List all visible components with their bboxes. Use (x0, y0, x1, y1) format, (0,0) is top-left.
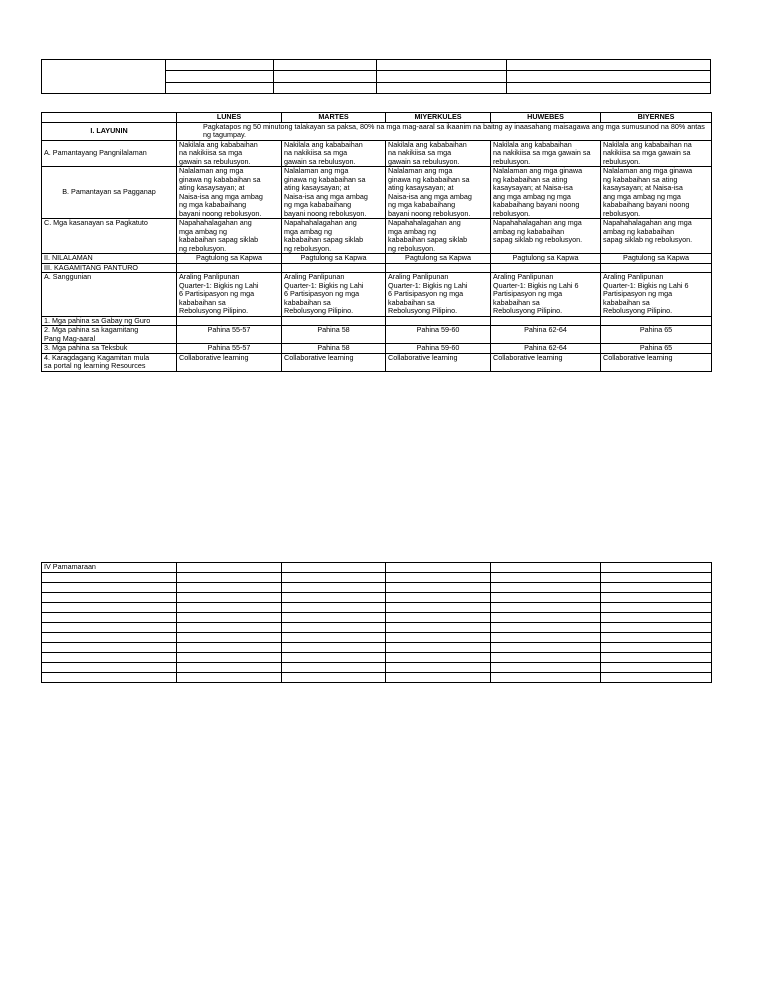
row-label: 1. Mga pahina sa Gabay ng Guro (42, 316, 177, 326)
table-cell (282, 573, 386, 583)
table-cell (42, 593, 177, 603)
table-row (42, 603, 712, 613)
table-cell (601, 583, 712, 593)
table-cell: Nakilala ang kababaihan na nakikiisa sa mga gawain sa rebulusyon. (491, 140, 601, 167)
table-row (42, 140, 712, 167)
header-row (42, 60, 711, 71)
table-cell: Araling Panlipunan Quarter-1: Bigkis ng Lahi 6 Partisipasyon ng mga kababaihan sa Rebolusyong Pilipino. (177, 273, 282, 317)
table-cell (42, 643, 177, 653)
table-cell (42, 583, 177, 593)
table-cell: Napahahalagahan ang mga ambag ng kababaihan sapag siklab ng rebolusyon. (282, 219, 386, 254)
table-cell: Pagtulong sa Kapwa (282, 254, 386, 264)
table-cell: Pagtulong sa Kapwa (601, 254, 712, 264)
table-row (42, 613, 712, 623)
table-cell: Nalalaman ang mga ginawa ng kababaihan sa ating kasaysayan; at Naisa-isa ang mga ambag ng mga kababaihang bayani noong rebolusyon. (601, 167, 712, 219)
header-cell (165, 60, 273, 71)
table-cell (177, 633, 282, 643)
table-row (42, 623, 712, 633)
table-row (42, 316, 712, 326)
header-cell (507, 82, 711, 93)
table-row (42, 573, 712, 583)
table-cell: Collaborative learning (282, 353, 386, 371)
table-row (42, 653, 712, 663)
table-row (42, 673, 712, 683)
table-cell: Pahina 65 (601, 344, 712, 354)
table-cell: Collaborative learning (386, 353, 491, 371)
row-label: 2. Mga pahina sa kagamitang Pang Mag-aaral (42, 326, 177, 344)
table-cell (177, 573, 282, 583)
table-cell (601, 593, 712, 603)
table-cell (282, 633, 386, 643)
row-label: 4. Karagdagang Kagamitan mula sa portal ng learning Resources (42, 353, 177, 371)
table-cell: Napahahalagahan ang mga ambag ng kababaihan sapag siklab ng rebolusyon. (491, 219, 601, 254)
table-cell: Nalalaman ang mga ginawa ng kababaihan sa ating kasaysayan; at Naisa-isa ang mga ambag ng mga kababaihang bayani noong rebolusyon. (177, 167, 282, 219)
table-cell (282, 613, 386, 623)
table-cell (282, 603, 386, 613)
table-cell (491, 623, 601, 633)
table-cell: Araling Panlipunan Quarter-1: Bigkis ng Lahi 6 Partisipasyon ng mga kababaihan sa Rebolusyong Pilipino. (386, 273, 491, 317)
table-row (42, 344, 712, 354)
row-label: III. KAGAMITANG PANTURO (42, 263, 177, 273)
table-cell (386, 263, 491, 273)
day-header-huwebes: HUWEBES (491, 113, 601, 123)
table-cell: Collaborative learning (177, 353, 282, 371)
table-cell (386, 563, 491, 573)
table-cell (601, 563, 712, 573)
table-cell (177, 263, 282, 273)
table-cell (282, 263, 386, 273)
table-cell (601, 613, 712, 623)
table-cell (386, 573, 491, 583)
table-cell (386, 653, 491, 663)
header-cell (165, 71, 273, 82)
table-cell (177, 643, 282, 653)
table-cell: Napahahalagahan ang mga ambag ng kababaihan sapag siklab ng rebolusyon. (386, 219, 491, 254)
table-cell (601, 263, 712, 273)
table-cell: Araling Panlipunan Quarter-1: Bigkis ng Lahi 6 Partisipasyon ng mga kababaihan sa Rebolusyong Pilipino. (601, 273, 712, 317)
row-label: A. Pamantayang Pangnilalaman (42, 140, 177, 167)
table-cell: Araling Panlipunan Quarter-1: Bigkis ng Lahi 6 Partisipasyon ng mga kababaihan sa Rebolusyong Pilipino. (282, 273, 386, 317)
table-cell (42, 573, 177, 583)
table-cell (601, 673, 712, 683)
table-cell (601, 633, 712, 643)
table-cell (282, 653, 386, 663)
header-table (41, 59, 711, 94)
table-cell (177, 583, 282, 593)
header-cell (507, 60, 711, 71)
table-cell (177, 613, 282, 623)
table-cell (177, 663, 282, 673)
table-cell (42, 613, 177, 623)
table-cell: Collaborative learning (601, 353, 712, 371)
table-cell (386, 673, 491, 683)
table-cell (601, 623, 712, 633)
row-label: 3. Mga pahina sa Teksbuk (42, 344, 177, 354)
table-cell (177, 593, 282, 603)
table-cell (601, 603, 712, 613)
table-cell: Pahina 58 (282, 326, 386, 344)
table-cell (601, 643, 712, 653)
table-cell (42, 603, 177, 613)
table-cell (386, 583, 491, 593)
table-cell (282, 563, 386, 573)
day-header-biyernes: BIYERNES (601, 113, 712, 123)
header-cell (377, 60, 507, 71)
table-row (42, 273, 712, 317)
layunin-row (42, 122, 712, 140)
day-header-miyerkules: MIYERKULES (386, 113, 491, 123)
table-cell (177, 653, 282, 663)
table-cell: Pahina 55-57 (177, 344, 282, 354)
table-cell: Pagtulong sa Kapwa (386, 254, 491, 264)
table-cell (386, 593, 491, 603)
table-cell: Nalalaman ang mga ginawa ng kababaihan sa ating kasaysayan; at Naisa-isa ang mga ambag ng mga kababaihang bayani noong rebolusyon. (386, 167, 491, 219)
corner-cell (42, 113, 177, 123)
table-cell: Nakilala ang kababaihan na nakikiisa sa mga gawain sa rebulusyon. (386, 140, 491, 167)
row-label: C. Mga kasanayan sa Pagkatuto (42, 219, 177, 254)
table-cell: Nakilala ang kababaihan na nakikiisa sa mga gawain sa rebulusyon. (177, 140, 282, 167)
table-cell (282, 673, 386, 683)
table-cell: Pahina 58 (282, 344, 386, 354)
table-cell (386, 633, 491, 643)
table-cell (386, 643, 491, 653)
table-cell: Nalalaman ang mga ginawa ng kababaihan sa ating kasaysayan; at Naisa-isa ang mga ambag ng mga kababaihang bayani noong rebolusyon. (282, 167, 386, 219)
header-cell (42, 60, 166, 94)
table-cell (491, 603, 601, 613)
table-cell (177, 316, 282, 326)
table-cell (491, 573, 601, 583)
table-cell (386, 603, 491, 613)
table-cell: Nalalaman ang mga ginawa ng kababaihan sa ating kasaysayan; at Naisa-isa ang mga ambag ng mga kababaihang bayani noong rebolusyon. (491, 167, 601, 219)
table-cell (601, 316, 712, 326)
pamamaraan-header-row (42, 563, 712, 573)
table-cell (491, 663, 601, 673)
layunin-label: I. LAYUNIN (42, 122, 177, 140)
table-cell: Pahina 59-60 (386, 344, 491, 354)
table-row (42, 643, 712, 653)
table-cell (491, 643, 601, 653)
table-cell: Pahina 65 (601, 326, 712, 344)
table-cell (282, 593, 386, 603)
header-cell (377, 82, 507, 93)
table-cell (282, 583, 386, 593)
table-cell: Nakilala ang kababaihan na nakikiisa sa mga gawain sa rebulusyon. (282, 140, 386, 167)
table-row (42, 633, 712, 643)
header-cell (273, 71, 377, 82)
table-cell: Nakilala ang kababaihan na nakikiisa sa mga gawain sa rebulusyon. (601, 140, 712, 167)
header-cell (273, 60, 377, 71)
table-cell (177, 623, 282, 633)
table-cell (601, 573, 712, 583)
table-cell: Pahina 55-57 (177, 326, 282, 344)
pamamaraan-label: IV Pamamaraan (42, 563, 177, 573)
table-cell (177, 603, 282, 613)
table-cell (42, 673, 177, 683)
table-row (42, 593, 712, 603)
lesson-plan-table (41, 112, 712, 372)
table-cell (177, 673, 282, 683)
table-cell: Pagtulong sa Kapwa (491, 254, 601, 264)
table-cell (42, 653, 177, 663)
table-cell (282, 643, 386, 653)
table-cell: Pahina 62-64 (491, 344, 601, 354)
table-row (42, 583, 712, 593)
table-cell (491, 653, 601, 663)
table-cell (42, 633, 177, 643)
header-cell (273, 82, 377, 93)
pamamaraan-table (41, 562, 712, 683)
table-cell (42, 663, 177, 673)
table-row (42, 663, 712, 673)
table-cell (386, 663, 491, 673)
header-cell (507, 71, 711, 82)
table-row (42, 263, 712, 273)
table-cell: Araling Panlipunan Quarter-1: Bigkis ng Lahi 6 Partisipasyon ng mga kababaihan sa Rebolusyong Pilipino. (491, 273, 601, 317)
table-cell (601, 663, 712, 673)
table-cell (491, 633, 601, 643)
day-header-martes: MARTES (282, 113, 386, 123)
table-row (42, 326, 712, 344)
table-cell (386, 613, 491, 623)
table-cell (177, 563, 282, 573)
days-header-row (42, 113, 712, 123)
table-cell (42, 623, 177, 633)
pamamaraan-body (42, 563, 712, 683)
table-cell: Pahina 59-60 (386, 326, 491, 344)
table-row (42, 167, 712, 219)
table-row (42, 254, 712, 264)
table-cell (282, 663, 386, 673)
row-label: II. NILALAMAN (42, 254, 177, 264)
day-header-lunes: LUNES (177, 113, 282, 123)
table-cell: Napahahalagahan ang mga ambag ng kababaihan sapag siklab ng rebolusyon. (601, 219, 712, 254)
table-cell: Pahina 62-64 (491, 326, 601, 344)
table-cell (491, 316, 601, 326)
table-cell (282, 316, 386, 326)
row-label: B. Pamantayan sa Pagganap (42, 167, 177, 219)
table-cell (491, 673, 601, 683)
table-cell (491, 613, 601, 623)
table-cell: Napahahalagahan ang mga ambag ng kababaihan sapag siklab ng rebolusyon. (177, 219, 282, 254)
table-cell (491, 263, 601, 273)
table-cell (491, 583, 601, 593)
table-cell (282, 623, 386, 633)
table-cell (601, 653, 712, 663)
table-cell: Collaborative learning (491, 353, 601, 371)
header-cell (165, 82, 273, 93)
table-cell (386, 316, 491, 326)
table-cell (386, 623, 491, 633)
table-row (42, 219, 712, 254)
table-cell (491, 563, 601, 573)
table-cell: Pagtulong sa Kapwa (177, 254, 282, 264)
layunin-text: Pagkatapos ng 50 minutong talakayan sa paksa, 80% na mga mag-aaral sa ikaanim na baitng ay inaasahang maisagawa ang mga sumusunod na 80% antas ng tagumpay. (177, 122, 712, 140)
table-row (42, 353, 712, 371)
header-cell (377, 71, 507, 82)
row-label: A. Sanggunian (42, 273, 177, 317)
table-cell (491, 593, 601, 603)
